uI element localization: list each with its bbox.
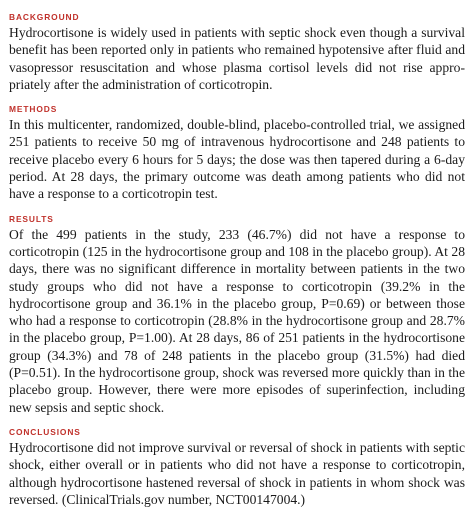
results-heading: RESULTS — [9, 213, 54, 224]
conclusions-heading: CONCLUSIONS — [9, 426, 81, 437]
background-section — [9, 0, 465, 93]
background-heading: BACKGROUND — [9, 12, 80, 22]
results-section — [9, 203, 465, 416]
conclusions-text: Hydrocortisone did not improve survival or reversal of shock in patients with septic shock, either overall or in patients who did not have a response to corticotropin, although hydrocortisone hastened reversal of shock in patients in whom shock was reversed. (ClinicalTrials.gov number, NCT00147004.) — [9, 439, 465, 507]
conclusions-section — [9, 416, 465, 508]
background-text: Hydrocortisone is widely used in patients with septic shock even though a survival benefit has been reported only in patients who remained hypotensive after fluid and vasopressor resuscitation and whose plasma cortisol levels did not rise appropriately after the administration of corticotropin. — [9, 25, 465, 92]
methods-section — [9, 93, 465, 202]
methods-heading: METHODS — [9, 104, 58, 115]
abstract — [9, 0, 465, 508]
methods-text: In this multicenter, randomized, double-blind, placebo-controlled trial, we assigned 251 patients to receive 50 mg of intravenous hydrocortisone and 248 patients to receive placebo every 6 hours for 5 days; the dose was then tapered during a 6-day period. At 28 days, the primary outcome was death among patients who did not have a response to a corticotropin test. — [9, 117, 465, 202]
results-text: Of the 499 patients in the study, 233 (46.7%) did not have a response to corticotropin (125 in the hydrocortisone group and 108 in the placebo group). At 28 days, there was no significant difference in mortality between patients in the two study groups who did not have a response to corticotropin (39.2% in the hydrocortisone group and 36.1% in the placebo group, P=0.69) or between those who had a response to corticotropin (28.8% in the hydrocortisone group and 28.7% in the placebo group, P=1.00). At 28 days, 86 of 251 patients in the hydrocortisone group (34.3%) and 78 of 248 patients in the placebo group (31.5%) had died (P=0.51). In the hydrocortisone group, shock was reversed more quickly than in the placebo group. However, there were more episodes of superinfection, including new sepsis and septic shock. — [9, 226, 465, 415]
